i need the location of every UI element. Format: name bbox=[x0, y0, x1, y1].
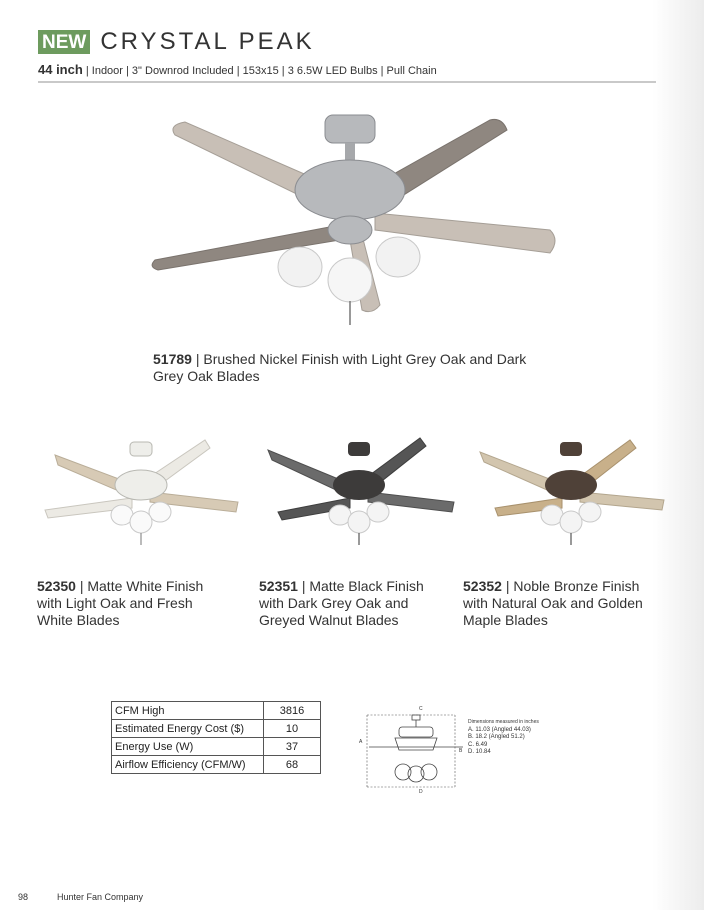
dimension-item: A. 11.03 (Angled 44.03) bbox=[468, 726, 531, 733]
table-label: Energy Use (W) bbox=[112, 738, 264, 756]
finish-description: | Noble Bronze Finish with Natural Oak and Golden Maple Blades bbox=[463, 578, 643, 628]
dimension-list bbox=[468, 719, 539, 757]
dimension-item: D. 10.84 bbox=[468, 749, 491, 755]
page-number: 98 bbox=[18, 892, 29, 902]
variant-caption-2 bbox=[259, 578, 444, 629]
ceiling-canopy bbox=[325, 115, 375, 143]
spec-line: | Indoor | 3" Downrod Included | 153x15 | 3 6.5W LED Bulbs | Pull Chain bbox=[82, 65, 437, 77]
performance-table bbox=[111, 701, 321, 774]
hero-caption bbox=[153, 351, 548, 385]
glass-shade bbox=[149, 502, 171, 522]
glass-shade bbox=[130, 511, 152, 533]
header-divider bbox=[38, 81, 656, 83]
table-label: Estimated Energy Cost ($) bbox=[112, 720, 264, 738]
finish-description: | Matte White Finish with Light Oak and Fresh White Blades bbox=[37, 578, 204, 628]
glass-shade bbox=[579, 502, 601, 522]
finish-description: | Brushed Nickel Finish with Light Grey Oak and Dark Grey Oak Blades bbox=[153, 351, 527, 384]
ceiling-canopy bbox=[560, 442, 582, 456]
ceiling-canopy bbox=[348, 442, 370, 456]
light-kit bbox=[328, 216, 372, 244]
dimension-title: Dimensions measured in inches bbox=[468, 719, 539, 725]
product-header bbox=[38, 28, 315, 56]
table-value: 68 bbox=[264, 756, 321, 774]
variant-fan-image-3 bbox=[470, 430, 670, 550]
glass-shade bbox=[348, 511, 370, 533]
table-label: CFM High bbox=[112, 702, 264, 720]
variant-caption-3 bbox=[463, 578, 658, 629]
dim-label-d: D bbox=[419, 789, 423, 794]
dimension-diagram bbox=[355, 702, 467, 794]
variant-fan-image-1 bbox=[40, 430, 240, 550]
glass-shade bbox=[376, 237, 420, 277]
product-specs bbox=[38, 62, 437, 77]
product-title: CRYSTAL PEAK bbox=[100, 28, 315, 55]
dim-label-b: B bbox=[459, 748, 463, 754]
new-badge: NEW bbox=[38, 30, 90, 54]
table-row bbox=[112, 702, 321, 720]
dimension-item: C. 6.49 bbox=[468, 741, 488, 748]
glass-shade bbox=[560, 511, 582, 533]
sku-number: 52351 bbox=[259, 578, 298, 594]
finish-description: | Matte Black Finish with Dark Grey Oak and Greyed Walnut Blades bbox=[259, 578, 424, 628]
table-value: 10 bbox=[264, 720, 321, 738]
sku-number: 51789 bbox=[153, 351, 192, 367]
dimension-item: B. 18.2 (Angled 51.2) bbox=[468, 734, 525, 740]
motor-housing bbox=[545, 470, 597, 500]
fan-size: 44 inch bbox=[38, 62, 83, 77]
dim-label-a: A bbox=[359, 739, 363, 745]
table-row bbox=[112, 720, 321, 738]
variant-fan-image-2 bbox=[258, 430, 458, 550]
glass-shade bbox=[278, 247, 322, 287]
glass-shade bbox=[367, 502, 389, 522]
motor-housing bbox=[295, 160, 405, 220]
hero-fan-image bbox=[140, 105, 570, 335]
table-value: 3816 bbox=[264, 702, 321, 720]
sku-number: 52350 bbox=[37, 578, 76, 594]
company-name: Hunter Fan Company bbox=[57, 892, 144, 902]
dim-label-c: C bbox=[419, 706, 423, 712]
glass-shade bbox=[328, 258, 372, 302]
table-label: Airflow Efficiency (CFM/W) bbox=[112, 756, 264, 774]
table-value: 37 bbox=[264, 738, 321, 756]
ceiling-canopy bbox=[130, 442, 152, 456]
table-row bbox=[112, 738, 321, 756]
sku-number: 52352 bbox=[463, 578, 502, 594]
motor-housing bbox=[333, 470, 385, 500]
table-row bbox=[112, 756, 321, 774]
variant-caption-1 bbox=[37, 578, 222, 629]
motor-housing bbox=[115, 470, 167, 500]
